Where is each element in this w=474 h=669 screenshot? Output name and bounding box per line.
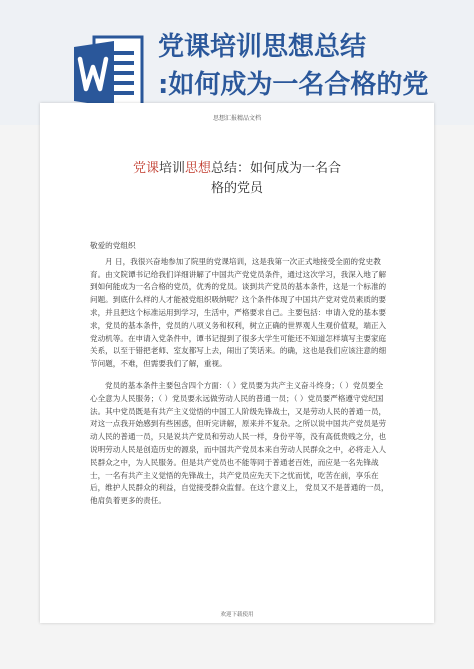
- title-segment: 党课: [132, 161, 159, 176]
- title-segment: ：如何成为一名合: [237, 161, 342, 176]
- title-segment: 格的党员: [210, 181, 263, 196]
- paragraph: 党员的基本条件主要包含四个方面：（ ）党员要为共产主义奋斗终身；（ ）党员要全心全意为人民服务；（ ）党员要永远做劳动人民的普通一员；（ ）党员要严格遵守党纪国法。其中党员既是有共产主义觉悟的中国工人阶级先锋战士，又是劳动人民的普通一员，对这一点我开始感到有些困惑，但听完讲解，原来并不复杂。之所以说中国共产党员是劳动人民的普通一员，只是说共产党员和劳动人民一样，身份平等，没有高低贵贱之分，也说明劳动人民是创造历史的源泉，而中国共产党员本来自劳动人民群众之中，必将走入人民群众之中，为人民服务。但是共产党员也不能等同于普通老百姓，而应是一名先锋战士，一名有共产主义觉悟的先锋战士，共产党员应先天下之忧而忧，吃苦在前，享乐在后，维护人民群众的利益，自觉接受群众监督。在这个意义上， 党员又不是普通的一员， 他肩负着更多的责任。: [90, 380, 389, 506]
- banner-title-line2: :如何成为一名合格的党: [158, 70, 429, 100]
- document-page: [40, 103, 434, 623]
- word-document-icon: [74, 35, 144, 113]
- document-body: [90, 240, 390, 508]
- banner-title: [158, 28, 470, 104]
- page-header: 思想汇报精品文档: [212, 115, 261, 122]
- document-title-line1: [110, 159, 364, 179]
- greeting: 敬爱的党组织: [90, 241, 136, 250]
- title-segment: 培训: [158, 161, 185, 176]
- document-title-line2: [110, 179, 364, 199]
- document-title: [110, 159, 364, 199]
- page-footer: 欢迎下载使用: [220, 612, 254, 618]
- banner-title-line1: 党课培训思想总结: [158, 32, 367, 62]
- paragraph: 月 日，我很兴奋地参加了院里的党课培训，这是我第一次正式地接受全面的党史教育。由文院谭书记给我们详细讲解了中国共产党党员条件，通过这次学习，我深入地了解到如何能成为一名合格的党员，优秀的党员。谈到共产党员的基本条件，这是一个标准的问题。到底什么样的人才能被党组织吸纳呢？这个条件体现了中国共产党对党员素质的要求，并且把这个标准运用到学习，生活中，严格要求自己。主要包括：申请入党的基本要求，党员的基本条件，党员的八项义务和权利，树立正确的世界观人生观价值观，端正入党动机等。在申请入党条件中，谭书记提到了很多大学生可能还不知道怎样填写主要家庭关系，以至于错把老师、室友都写上去，闹出了笑话来。的确，这也是我们应该注意的细节问题，不难，但需要我们了解，重视。: [90, 256, 387, 369]
- title-segment: 总结: [211, 161, 238, 176]
- title-segment: 思想: [184, 161, 211, 176]
